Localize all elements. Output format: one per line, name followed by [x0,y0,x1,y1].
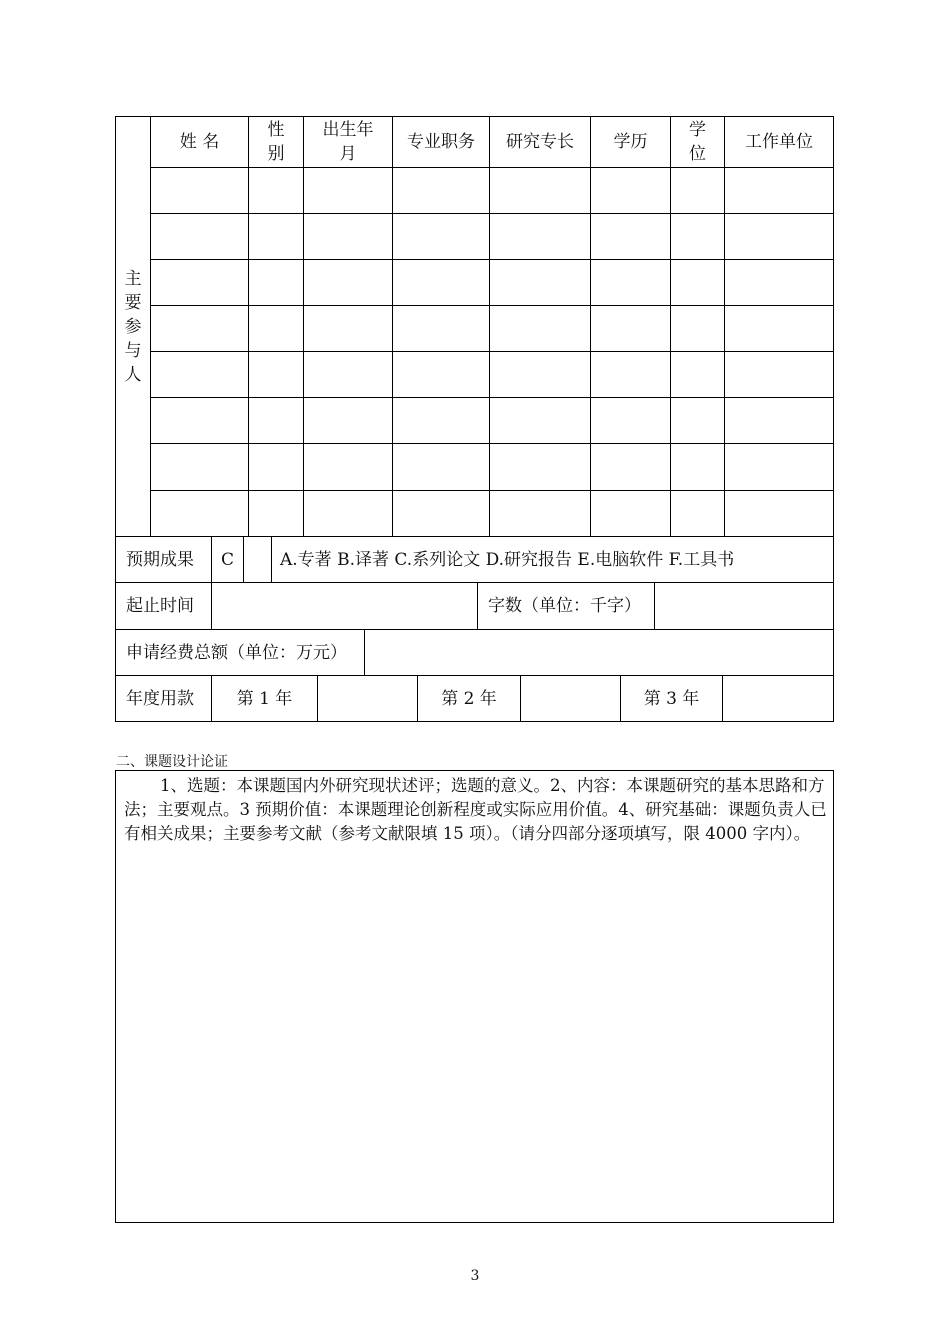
period-label [116,583,211,629]
header-specialty [490,117,590,167]
header-education [591,117,670,167]
year2-input[interactable] [521,676,620,721]
year1-label-text: 第 1 年 [236,688,293,709]
header-name-text: 姓 名 [179,132,220,152]
header-char: 学 [689,120,706,140]
header-title-text: 专业职务 [407,132,475,152]
header-char: 性 [267,120,285,140]
year1-label [212,676,317,721]
funding-input[interactable] [365,630,833,675]
word-count-label [478,583,654,629]
member-row-2[interactable] [151,214,833,259]
expected-results-options [272,537,833,582]
expected-results-options-text: A.专著 B.译著 C.系列论文 D.研究报告 E.电脑软件 F.工具书 [280,549,735,570]
member-row-7[interactable] [151,444,833,490]
header-workplace [725,117,833,167]
year3-input[interactable] [723,676,833,721]
header-char: 位 [689,144,706,164]
expected-results-selected[interactable] [212,537,243,582]
period-input[interactable] [212,583,477,629]
design-argument-instructions: 1、选题：本课题国内外研究现状述评；选题的意义。2、内容：本课题研究的基本思路和方法；主要观点。3 预期价值：本课题理论创新程度或实际应用价值。4、研究基础：课题负责人已有相关成果；主要参考文献（参考文献限填 15 项）。（请分四部分逐项填写，限 4000 字内）。 [124,776,827,843]
expected-results-selected-text: C [220,549,234,570]
year3-label-text: 第 3 年 [643,688,700,709]
header-birth-text: 出生年月 [322,120,374,164]
year1-input[interactable] [318,676,417,721]
word-count-input[interactable] [655,583,833,629]
side-label-char: 参 [124,316,142,337]
member-row-4[interactable] [151,306,833,351]
side-label-char: 人 [124,364,142,385]
side-label-char: 主 [124,268,142,289]
year3-label [621,676,722,721]
header-workplace-text: 工作单位 [745,132,813,152]
expected-results-blank[interactable] [244,537,271,582]
member-row-8[interactable] [151,491,833,536]
header-name [151,117,248,167]
header-char: 别 [267,144,285,164]
funding-label-text: 申请经费总额（单位：万元） [126,642,347,663]
period-label-text: 起止时间 [126,596,194,616]
header-gender [249,117,303,167]
header-education-text: 学历 [613,132,648,152]
member-row-5[interactable] [151,352,833,397]
side-label-main-participants [116,117,150,536]
side-label-char: 与 [124,340,142,361]
section-2-title: 二、课题设计论证 [116,754,228,770]
member-row-1[interactable] [151,168,833,213]
header-degree [671,117,724,167]
member-row-3[interactable] [151,260,833,305]
year2-label-text: 第 2 年 [441,688,497,709]
word-count-label-text: 字数（单位：千字） [488,596,641,616]
page-number: 3 [470,1268,480,1284]
member-row-6[interactable] [151,398,833,443]
side-label-char: 要 [124,292,142,313]
header-specialty-text: 研究专长 [506,132,574,152]
annual-label [116,676,211,721]
year2-label [418,676,520,721]
funding-label [116,630,364,675]
expected-results-label-text: 预期成果 [126,549,194,570]
header-birth [304,117,392,167]
expected-results-label [116,537,211,582]
annual-label-text: 年度用款 [126,688,194,709]
header-title [393,117,489,167]
